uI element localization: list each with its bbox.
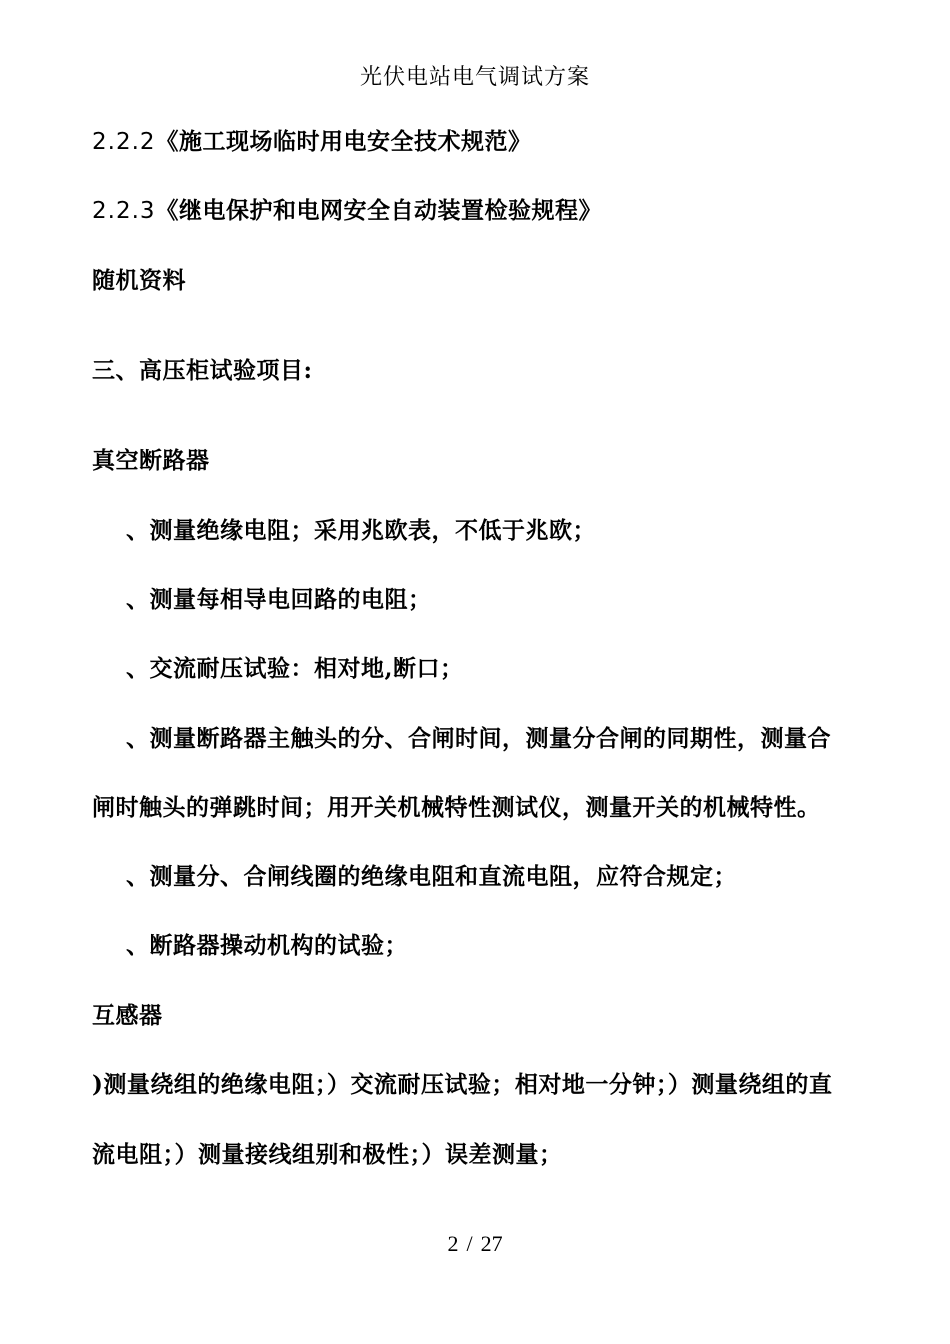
- section-heading: 三、高压柜试验项目:: [92, 357, 313, 384]
- list-item-continuation: 闸时触头的弹跳时间；用开关机械特性测试仪，测量开关的机械特性。: [92, 794, 821, 821]
- page-separator: /: [466, 1231, 473, 1256]
- page-title: 光伏电站电气调试方案: [359, 65, 590, 90]
- list-item: 、测量断路器主触头的分、合闸时间，测量分合闸的同期性，测量合: [126, 725, 831, 752]
- list-item: 、交流耐压试验：相对地,断口；: [126, 655, 464, 682]
- reference-title: 《继电保护和电网安全自动装置检验规程》: [155, 197, 603, 224]
- page-total: 27: [480, 1231, 503, 1256]
- list-item: 、测量绝缘电阻；采用兆欧表，不低于兆欧；: [126, 517, 596, 544]
- list-item: 、测量每相导电回路的电阻；: [126, 586, 432, 613]
- reference-title: 《施工现场临时用电安全技术规范》: [155, 128, 532, 155]
- list-item: 、断路器操动机构的试验；: [126, 932, 408, 959]
- reference-2-2-3: [92, 195, 602, 227]
- subsection-heading-vacuum-breaker: 真空断路器: [92, 447, 210, 474]
- page-number: [0, 1228, 950, 1260]
- reference-2-2-2: [92, 126, 532, 158]
- random-docs-line: 随机资料: [92, 267, 186, 294]
- page-current: 2: [447, 1231, 459, 1256]
- subsection-heading-transformer: 互感器: [92, 1002, 163, 1029]
- paragraph-line: 流电阻；）测量接线组别和极性；）误差测量；: [92, 1141, 563, 1168]
- list-item: 、测量分、合闸线圈的绝缘电阻和直流电阻，应符合规定；: [126, 863, 737, 890]
- paragraph-line: )测量绕组的绝缘电阻；）交流耐压试验；相对地一分钟；）测量绕组的直: [92, 1071, 833, 1098]
- reference-number: 2.2.2: [92, 129, 156, 155]
- reference-number: 2.2.3: [92, 198, 156, 224]
